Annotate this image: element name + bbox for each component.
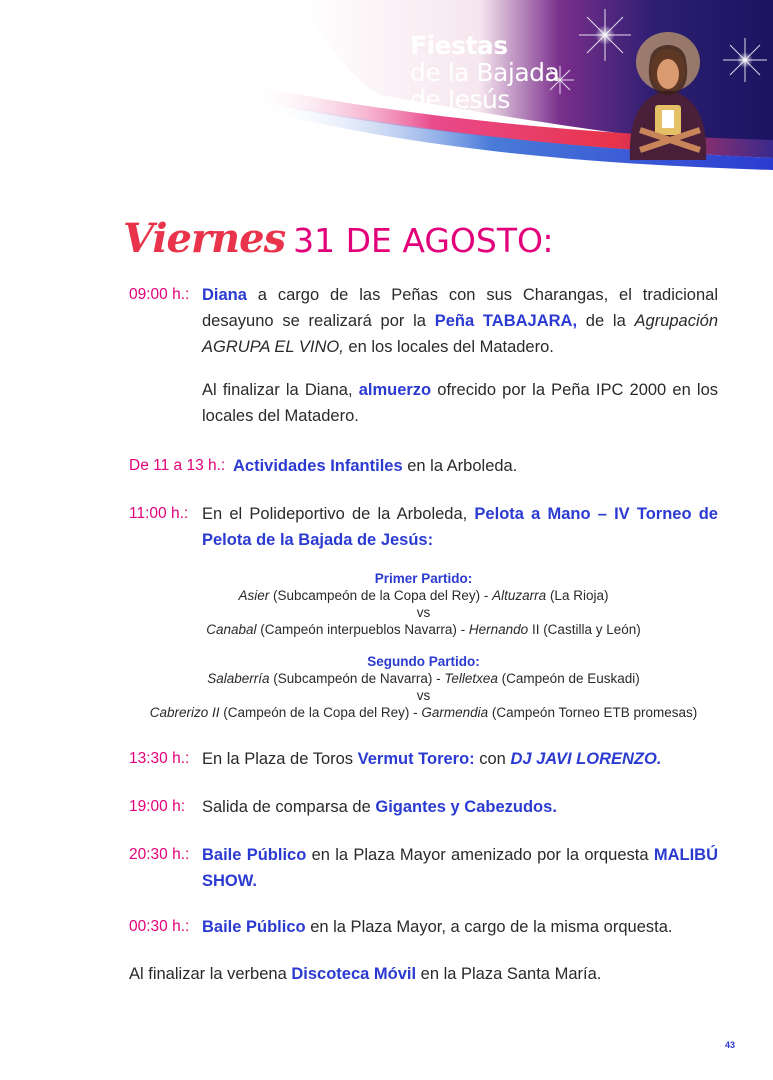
event-name: Pelota a Mano – IV Torneo de Pelota de la Bajada de Jesús: [202,505,718,549]
schedule-entry-1113 [129,453,718,479]
schedule-entry-0030 [129,914,718,940]
text-span: con [474,750,511,768]
banner-title-line1: Fiestas [410,31,508,60]
text-span: (Campeón interpueblos Navarra) - [256,622,469,637]
player-name: Salaberría [207,671,270,686]
match-title: Primer Partido: [374,571,473,586]
text-span: en los locales del Matadero. [343,338,554,356]
player-name: Cabrerizo II [149,705,220,720]
heading-day: Viernes [123,215,286,262]
player-name: Altuzarra [492,588,547,603]
banner-title-line3: de Jesús [410,85,510,114]
text-span: (Campeón Torneo ETB promesas) [488,705,698,720]
text-span: en la Plaza Mayor, a cargo de la misma orquesta. [305,918,673,936]
match-1 [129,570,718,638]
match-2 [129,653,718,721]
event-name: Discoteca Móvil [291,965,417,983]
heading-date: 31 DE AGOSTO: [293,221,554,260]
event-name: Vermut Torero: [357,750,475,768]
entry-time: 09:00 h.: [129,286,190,303]
banner-artwork [0,0,773,170]
pena-name: Peña TABAJARA, [434,312,578,330]
schedule-entry-1330 [129,746,718,772]
entry-time: 00:30 h.: [129,918,190,935]
entry-time: 20:30 h.: [129,846,190,863]
text-span: Al finalizar la verbena [129,965,292,983]
text-span: en la Plaza Santa María. [416,965,602,983]
match-line-2 [129,704,718,721]
event-name: almuerzo [358,381,432,399]
player-name: Telletxea [444,671,498,686]
event-name: Baile Público [202,846,307,864]
closing-line [129,961,718,987]
player-name: Garmendia [421,705,489,720]
match-title: Segundo Partido: [367,654,480,669]
entry-time: 13:30 h.: [129,750,190,767]
page-heading [123,215,554,262]
text-span: en la Arboleda. [402,457,518,475]
dj-name: DJ JAVI LORENZO. [510,750,662,768]
player-name: Asier [238,588,270,603]
match-vs: vs [416,605,431,620]
match-vs: vs [416,688,431,703]
event-name: Actividades Infantiles [233,457,403,475]
banner-title [410,32,559,113]
text-span: en la Plaza Mayor amenizado por la orquesta [306,846,654,864]
match-line-2 [129,621,718,638]
schedule-entry-1100 [129,501,718,553]
player-name: Canabal [206,622,257,637]
text-span: Salida de comparsa de [202,798,376,816]
text-span: ofrecido por la Peña IPC 2000 en los locales del Matadero. [202,381,718,425]
text-span: (Subcampeón de Navarra) - [269,671,445,686]
match-line-1 [129,587,718,604]
entry-description [202,794,718,820]
text-span: En el Polideportivo de la Arboleda, [202,505,475,523]
text-span: de la [577,312,635,330]
entry-description-2 [202,377,718,429]
entry-time: 11:00 h.: [129,505,189,522]
header-banner [0,0,773,170]
player-name: Hernando [468,622,529,637]
text-span: En la Plaza de Toros [202,750,358,768]
schedule-entry-1900 [129,794,718,820]
event-name: Gigantes y Cabezudos. [375,798,557,816]
text-span: a cargo de las Peñas con sus Charangas, el tradicional desayuno se realizará por la [202,286,718,330]
entry-description [233,453,718,479]
entry-time: De 11 a 13 h.: [129,457,226,474]
page-number: 43 [725,1040,736,1050]
entry-description [202,914,718,940]
entry-description [202,842,718,894]
entry-description [202,282,718,360]
text-span: (La Rioja) [546,588,609,603]
orchestra-name: MALIBÚ SHOW. [202,846,718,890]
entry-time: 19:00 h: [129,798,186,815]
entry-description [202,746,718,772]
entry-description [202,501,718,553]
match-line-1 [129,670,718,687]
agrupacion-name: Agrupación AGRUPA EL VINO, [202,312,718,356]
banner-title-line2: de la Bajada [410,58,560,87]
event-name: Diana [202,286,247,304]
text-span: (Campeón de Euskadi) [497,671,640,686]
text-span: (Subcampeón de la Copa del Rey) - [269,588,493,603]
text-span: II (Castilla y León) [528,622,641,637]
text-span: (Campeón de la Copa del Rey) - [219,705,422,720]
text-span: Al finalizar la Diana, [202,381,359,399]
schedule-entry-0900 [129,282,718,429]
event-name: Baile Público [202,918,306,936]
schedule-entry-2030 [129,842,718,894]
